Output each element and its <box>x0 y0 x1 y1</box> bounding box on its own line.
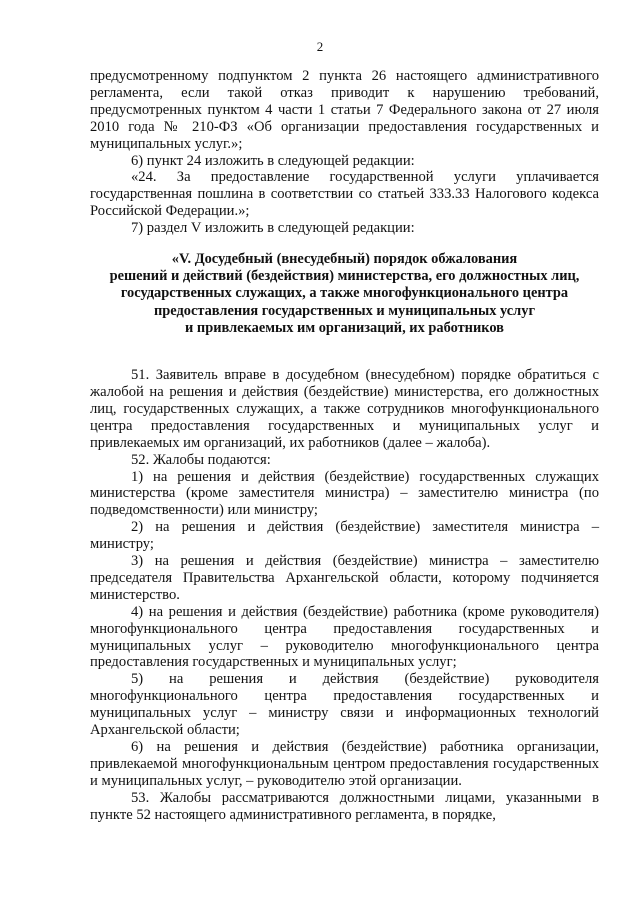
paragraph-item-7: 7) раздел V изложить в следующей редакции: <box>131 220 415 237</box>
paragraph-item-6: 6) пункт 24 изложить в следующей редакции: <box>131 152 415 169</box>
paragraph-subitem-5: 5) на решения и действия (бездействие) руководителя многофункционального центра предоставления государственных и муниципальных услуг – министру связи и информационных технологий Архангельской области; <box>90 671 599 739</box>
document-body <box>90 68 599 824</box>
heading-line: предоставления государственных и муниципальных услуг <box>154 302 535 319</box>
page-number: 2 <box>316 39 324 54</box>
paragraph-subitem-4: 4) на решения и действия (бездействие) работника (кроме руководителя) многофункционального центра предоставления государственных и муниципальных услуг – руководителю многофункционального центра предоставления государственных и муниципальных услуг; <box>90 603 599 671</box>
paragraph-subitem-6: 6) на решения и действия (бездействие) работника организации, привлекаемой многофункциональным центром предоставления государственных и муниципальных услуг, – руководителю этой организации. <box>90 739 599 789</box>
paragraph-continuation: предусмотренному подпунктом 2 пункта 26 настоящего административного регламента, если такой отказ приводит к нарушению требований, предусмотренных пунктом 4 части 1 статьи 7 Федерального закона от 27 июля 2010 года № 210-ФЗ «Об организации предоставления государственных и муниципальных услуг.»; <box>90 68 599 152</box>
paragraph-clause-24: «24. За предоставление государственной услуги уплачивается государственная пошлина в соответствии со статьей 333.33 Налогового кодекса Российской Федерации.»; <box>90 169 599 220</box>
paragraph-subitem-2: 2) на решения и действия (бездействие) заместителя министра – министру; <box>90 519 599 553</box>
paragraph-clause-53: 53. Жалобы рассматриваются должностными лицами, указанными в пункте 52 настоящего административного регламента, в порядке, <box>90 789 599 823</box>
heading-line: «V. Досудебный (внесудебный) порядок обжалования <box>171 251 518 268</box>
paragraph-clause-52: 52. Жалобы подаются: <box>131 451 271 468</box>
paragraph-clause-51: 51. Заявитель вправе в досудебном (внесудебном) порядке обратиться с жалобой на решения и действия (бездействие) министерства, его должностных лиц, государственных служащих, а также сотрудников многофункционального центра предоставления государственных и муниципальных услуг и привлекаемых им организаций, их работников (далее – жалоба). <box>90 367 599 451</box>
heading-line: и привлекаемых им организаций, их работников <box>185 319 504 336</box>
paragraph-subitem-3: 3) на решения и действия (бездействие) министра – заместителю председателя Правительства Архангельской области, которому подчиняется министерство. <box>90 553 599 603</box>
heading-line: государственных служащих, а также многофункционального центра <box>120 285 569 302</box>
paragraph-subitem-1: 1) на решения и действия (бездействие) государственных служащих министерства (кроме заместителя министра) – заместителю министра (по подведомственности) или министру; <box>90 468 599 519</box>
section-heading <box>90 251 599 337</box>
heading-line: решений и действий (бездействия) министерства, его должностных лиц, <box>109 268 580 285</box>
